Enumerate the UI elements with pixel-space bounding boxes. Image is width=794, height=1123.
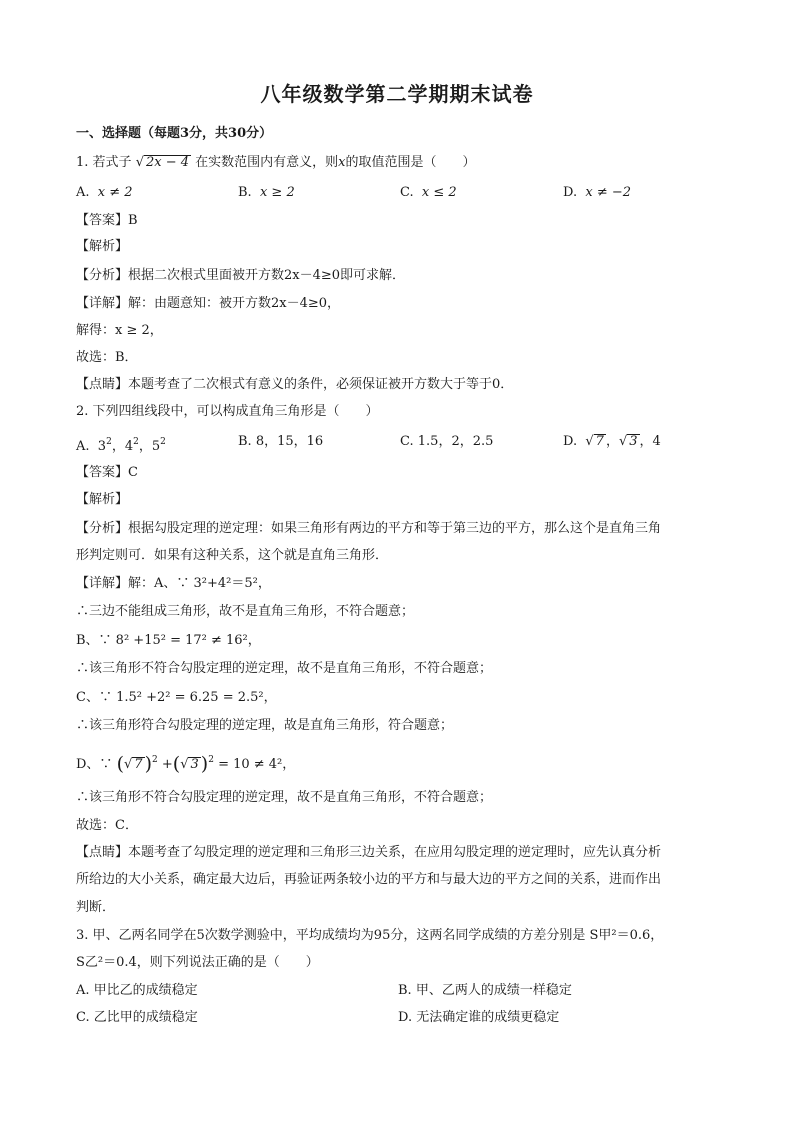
sqrt-sign-icon: √ [618,434,628,449]
q2-choose: 故选：C． [76,818,138,833]
q2-xiangjie: 【详解】解：A、∵ 3²+4²＝5²， [76,576,271,591]
q1-option-a[interactable]: A. x ≠ 2 [76,185,133,200]
q2-option-a[interactable]: A. $3^2$，$4^2$，$5^2$ [76,437,166,454]
q1-radicand: 2x − 4 [145,155,190,170]
q1-answer: 【答案】B [76,213,138,228]
section-header: 一、选择题（每题3分，共30分） [76,126,273,141]
q2-c-line: C、∵ 1.5² +2² = 6.25 = 2.5²， [76,690,277,705]
q2-dianjing-1: 【点睛】本题考查了勾股定理的逆定理和三角形三边关系，在应用勾股定理的逆定理时，应先认真分析 [76,845,662,860]
q3-option-c[interactable]: C. 乙比甲的成绩稳定 [76,1010,198,1025]
question-1-options [76,185,716,201]
q2-option-d[interactable]: D. √ 7 ，√ 3 ，4 [563,434,661,449]
q1-pre: 1. 若式子 [76,155,132,170]
q2-dianjing-2: 所给边的大小关系，确定最大边后，再验证两条较小边的平方和与最大边的平方之间的关系，进而作出 [76,872,662,887]
q1-analysis-title: 【解析】 [76,239,129,254]
q1-fenxi: 【分析】根据二次根式里面被开方数2x－4≥0即可求解． [76,268,406,283]
q1-option-d[interactable]: D. x ≠ −2 [563,185,632,200]
sqrt-sign-icon: √ [180,757,189,772]
q1-dianjing: 【点睛】本题考查了二次根式有意义的条件，必须保证被开方数大于等于0． [76,377,514,392]
q3-option-d[interactable]: D. 无法确定谁的成绩更稳定 [398,1010,560,1025]
q2-fenxi-1: 【分析】根据勾股定理的逆定理：如果三角形有两边的平方和等于第三边的平方，那么这个是直角三角 [76,521,662,536]
question-2-options [76,434,716,454]
q3-option-b[interactable]: B. 甲、乙两人的成绩一样稳定 [398,983,572,998]
q2-d-conclusion: ∴该三角形不符合勾股定理的逆定理，故不是直角三角形，不符合题意； [76,790,493,805]
page-title: 八年级数学第二学期期末试卷 [260,82,534,106]
q1-post: 的取值范围是（ ） [345,155,476,170]
q1-xiangjie: 【详解】解：由题意知：被开方数2x－4≥0， [76,296,341,311]
q2-analysis-title: 【解析】 [76,492,129,507]
sqrt-sign-icon: √ [124,757,133,772]
q3-option-a[interactable]: A. 甲比乙的成绩稳定 [76,983,198,998]
q1-var: x [338,155,346,170]
q2-option-b[interactable]: B. 8，15，16 [238,434,324,449]
q2-dianjing-3: 判断． [76,900,116,915]
q1-option-c[interactable]: C. x ≤ 2 [400,185,457,200]
q2-d-line: D、∵ (√ 7 )$^2$ +(√ 3 )$^2$ = 10 ≠ 4²， [76,753,296,775]
question-1-stem [76,155,476,171]
question-2-stem: 2. 下列四组线段中，可以构成直角三角形是（ ） [76,404,379,419]
q1-mid: 在实数范围内有意义，则 [195,155,339,170]
q1-option-b[interactable]: B. x ≥ 2 [238,185,295,200]
q1-solve: 解得：x ≥ 2， [76,323,163,338]
q2-option-c[interactable]: C. 1.5，2，2.5 [400,434,494,449]
question-3-stem-1: 3. 甲、乙两名同学在5次数学测验中，平均成绩均为95分，这两名同学成绩的方差分别是 S甲²＝0.6， [76,928,664,943]
q2-fenxi-2: 形判定则可．如果有这种关系，这个就是直角三角形． [76,548,389,563]
q1-choose: 故选：B． [76,350,138,365]
question-3-stem-2: S乙²＝0.4，则下列说法正确的是（ ） [76,955,319,970]
q2-answer: 【答案】C [76,465,138,480]
sqrt-sign-icon: √ [585,434,594,449]
sqrt-sign-icon: √ [135,155,144,170]
q2-a-conclusion: ∴三边不能组成三角形，故不是直角三角形，不符合题意； [76,604,415,619]
q2-b-line: B、∵ 8² +15² = 17² ≠ 16²， [76,633,261,648]
q2-b-conclusion: ∴该三角形不符合勾股定理的逆定理，故不是直角三角形，不符合题意； [76,661,493,676]
q2-c-conclusion: ∴该三角形符合勾股定理的逆定理，故是直角三角形，符合题意； [76,718,454,733]
